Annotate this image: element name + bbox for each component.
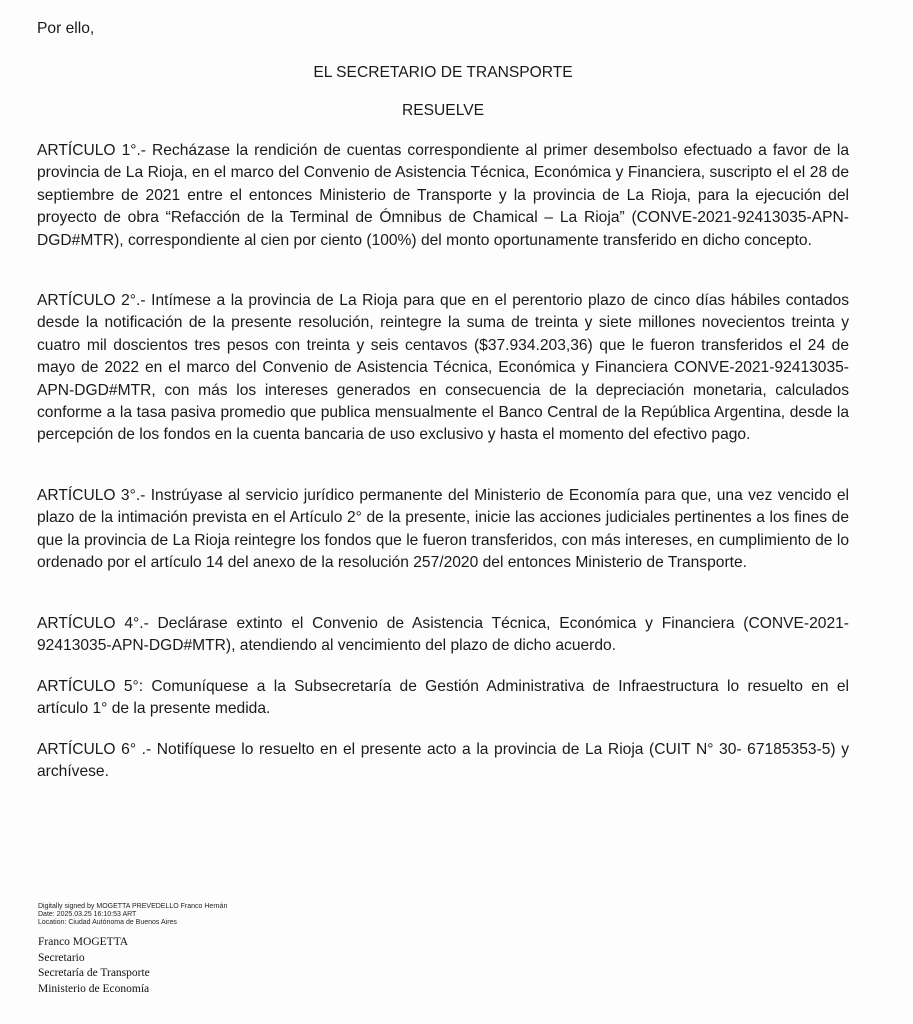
article-6: ARTÍCULO 6° .- Notifíquese lo resuelto en el presente acto a la provincia de La Rioja (CUIT N° 30- 67185353-5) y archívese.: [37, 741, 849, 781]
digital-signature-block: [38, 903, 227, 926]
signer-name: Franco MOGETTA: [38, 936, 129, 948]
signer-office: Secretaría de Transporte: [38, 967, 150, 980]
resolves-heading: RESUELVE: [401, 102, 485, 119]
article-1: ARTÍCULO 1°.- Recházase la rendición de cuentas correspondiente al primer desembolso efectuado a favor de la provincia de La Rioja, en el marco del Convenio de Asistencia Técnica, Económica y Financiera, suscripto el el 28 de septiembre de 2021 entre el entonces Ministerio de Transporte y la provincia de La Rioja, para la ejecución del proyecto de obra “Refacción de la Terminal de Ómnibus de Chamical – La Rioja” (CONVE-2021-92413035-APN-DGD#MTR), correspondiente al cien por ciento (100%) del monto oportunamente transferido en dicho concepto.: [37, 142, 849, 249]
digital-signature-signed-by: Digitally signed by MOGETTA PREVEDELLO Franco Hernán: [38, 903, 228, 910]
digital-signature-location: Location: Ciudad Autónoma de Buenos Aires: [38, 918, 177, 926]
signer-ministry: Ministerio de Economía: [38, 982, 150, 995]
authority-heading: EL SECRETARIO DE TRANSPORTE: [313, 64, 573, 81]
article-4: ARTÍCULO 4°.- Declárase extinto el Convenio de Asistencia Técnica, Económica y Financiera (CONVE-2021-92413035-APN-DGD#MTR), atendiendo al vencimiento del plazo de dicho acuerdo.: [37, 615, 849, 655]
article-3: ARTÍCULO 3°.- Instrúyase al servicio jurídico permanente del Ministerio de Economía para que, una vez vencido el plazo de la intimación prevista en el Artículo 2° de la presente, inicie las acciones judiciales pertinentes a los fines de que la provincia de La Rioja reintegre los fondos que le fueron transferidos, con más intereses, en cumplimiento de lo ordenado por el artículo 14 del anexo de la resolución 257/2020 del entonces Ministerio de Transporte.: [37, 487, 849, 572]
article-5: ARTÍCULO 5°: Comuníquese a la Subsecretaría de Gestión Administrativa de Infraestructura lo resuelto en el artículo 1° de la presente medida.: [37, 678, 849, 718]
digital-signature-date: Date: 2025.03.25 16:10:53 ART: [38, 910, 137, 918]
signer-block: [38, 935, 150, 997]
signer-role: Secretario: [38, 951, 85, 964]
article-2: ARTÍCULO 2°.- Intímese a la provincia de La Rioja para que en el perentorio plazo de cinco días hábiles contados desde la notificación de la presente resolución, reintegre la suma de treinta y siete millones novecientos treinta y cuatro mil doscientos tres pesos con treinta y seis centavos ($37.934.203,36) que le fueron transferidos el 24 de mayo de 2022 en el marco del Convenio de Asistencia Técnica, Económica y Financiera CONVE-2021-92413035-APN-DGD#MTR, con más los intereses generados en consecuencia de la depreciación monetaria, calculados conforme a la tasa pasiva promedio que publica mensualmente el Banco Central de la República Argentina, desde la percepción de los fondos en la cuenta bancaria de uso exclusivo y hasta el momento del efectivo pago.: [37, 292, 849, 444]
intro-text: Por ello,: [37, 20, 95, 37]
